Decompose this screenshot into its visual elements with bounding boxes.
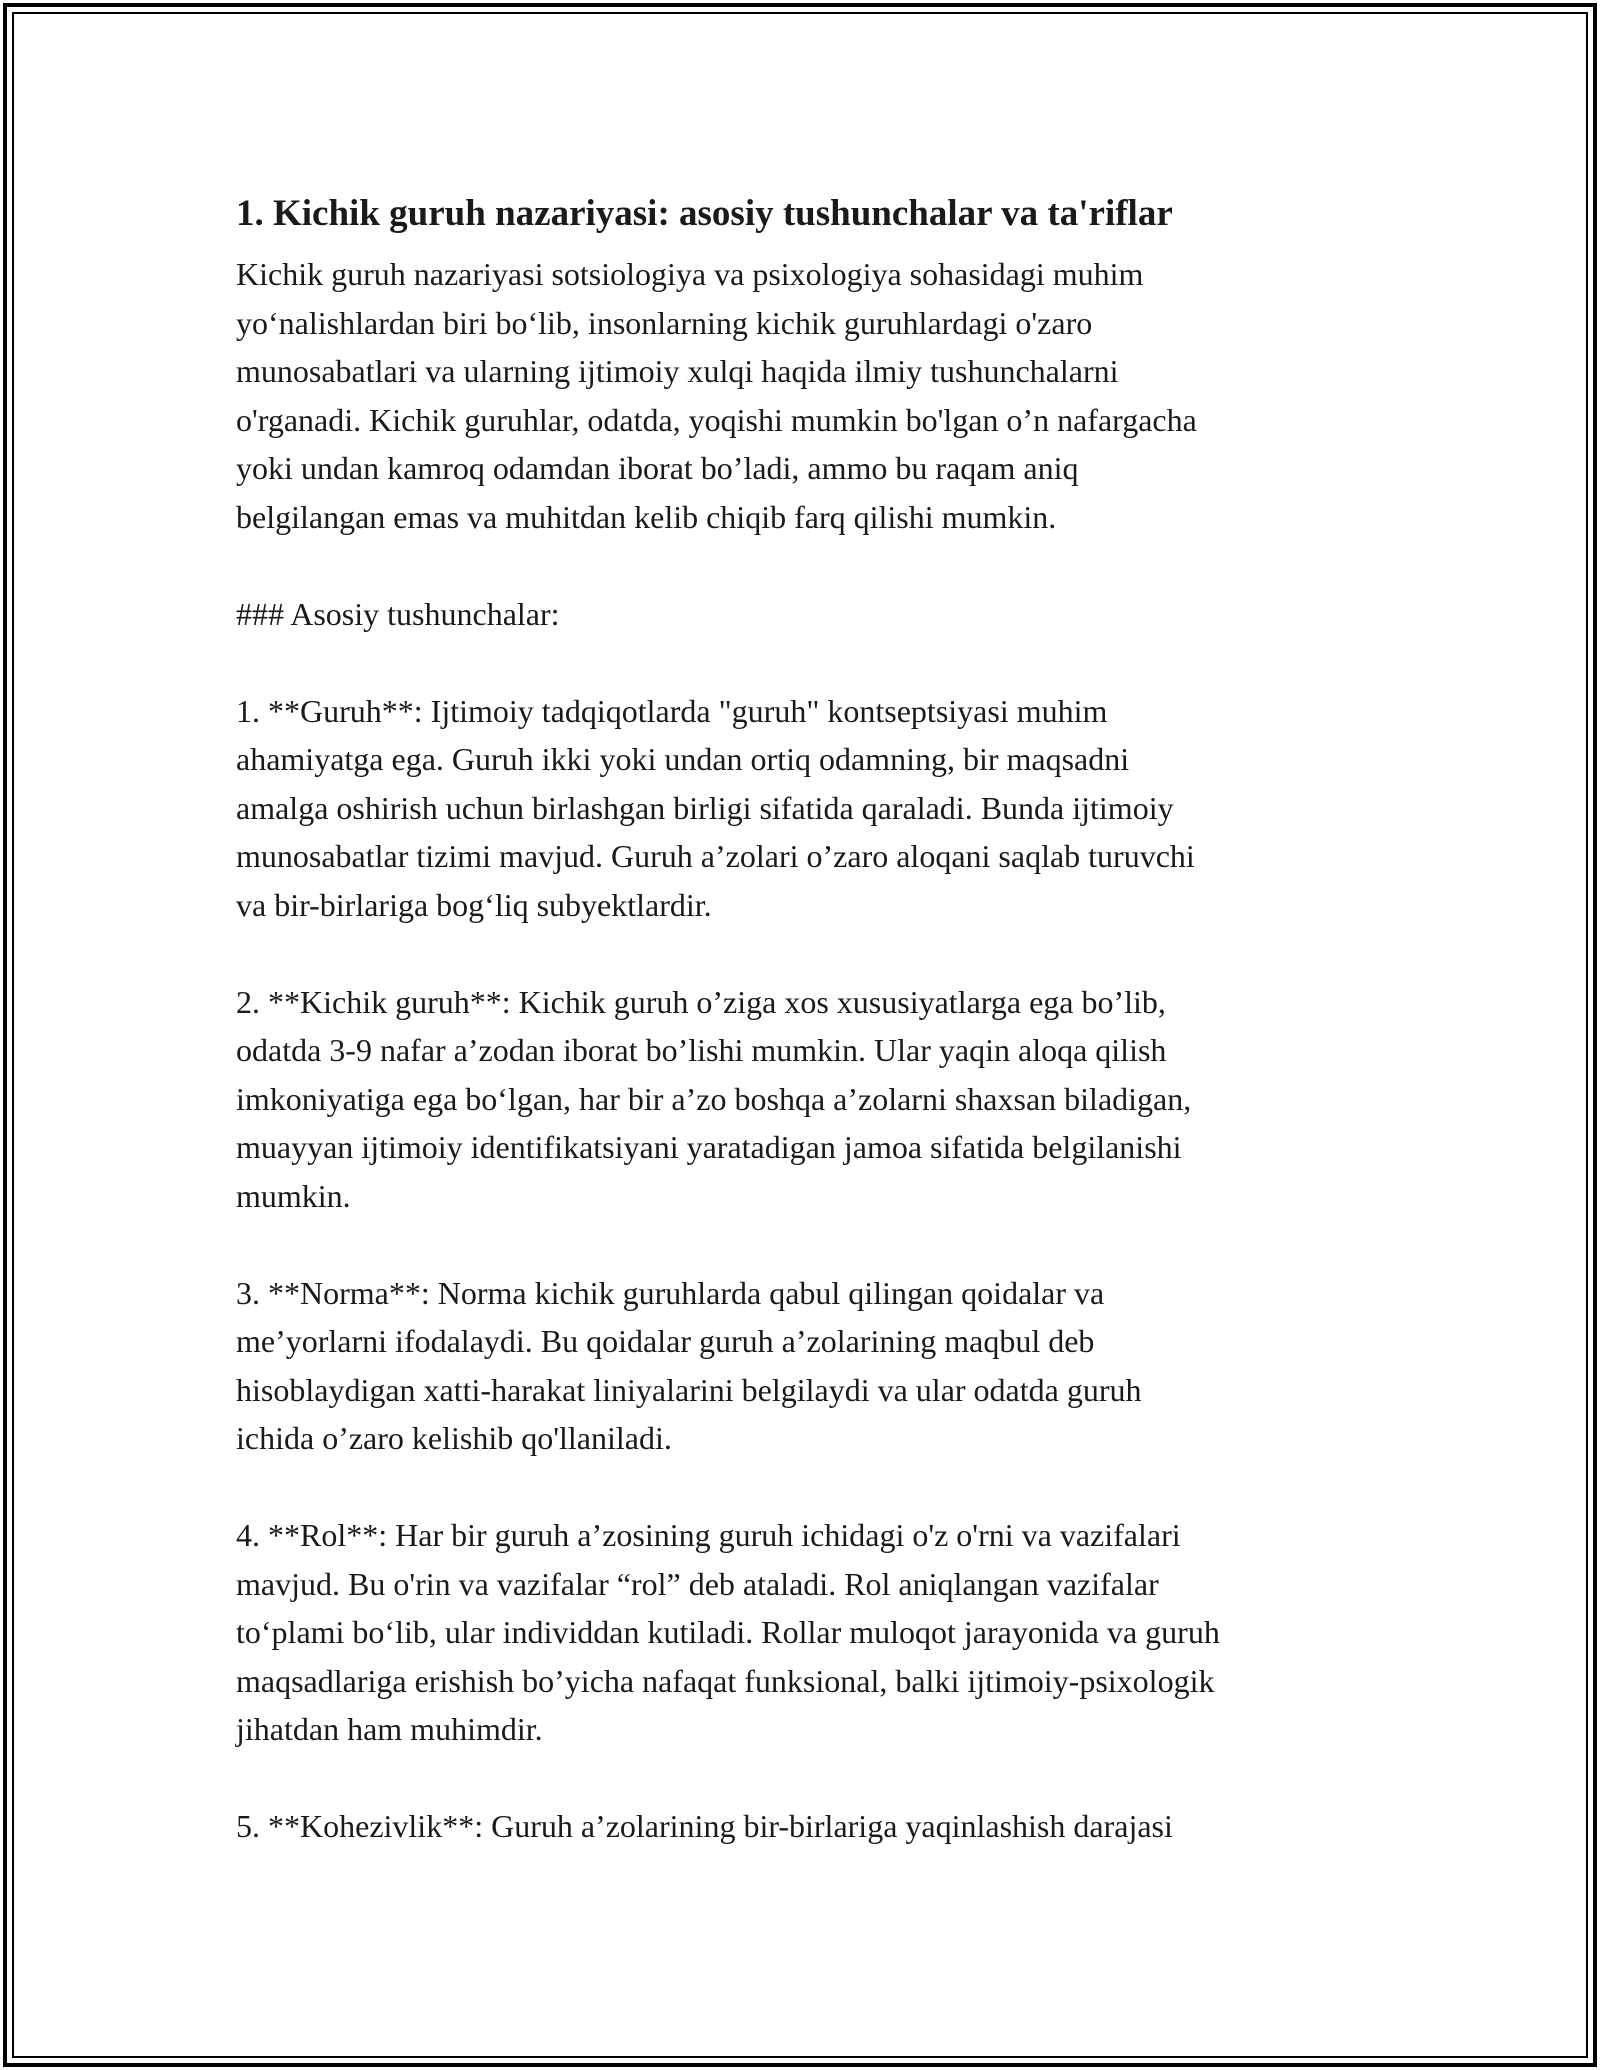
text-line: ### Asosiy tushunchalar:	[236, 595, 560, 632]
text-line: yoki undan kamroq odamdan iborat bo’ladi, ammo bu raqam aniq	[236, 450, 1079, 486]
text-line: mumkin.	[236, 1177, 351, 1214]
text-line: 5. **Kohezivlik**: Guruh a’zolarining bir-birlariga yaqinlashish darajasi	[236, 1808, 1173, 1844]
text-line: mavjud. Bu o'rin va vazifalar “rol” deb ataladi. Rol aniqlangan vazifalar	[236, 1565, 1159, 1602]
text-line: odatda 3-9 nafar a’zodan iborat bo’lishi mumkin. Ular yaqin aloqa qilish	[236, 1032, 1167, 1068]
text-line: imkoniyatiga ega bo‘lgan, har bir a’zo boshqa a’zolarni shaxsan biladigan,	[236, 1080, 1192, 1117]
list-item-kohezivlik	[236, 1802, 1376, 1851]
text-line: to‘plami bo‘lib, ular individdan kutiladi. Rollar muloqot jarayonida va guruh	[236, 1614, 1220, 1650]
text-line: belgilangan emas va muhitdan kelib chiqib farq qilishi mumkin.	[236, 498, 1057, 535]
text-line: 2. **Kichik guruh**: Kichik guruh o’ziga xos xususiyatlarga ega bo’lib,	[236, 983, 1166, 1020]
document-body	[236, 184, 1376, 1851]
text-line: muayyan ijtimoiy identifikatsiyani yaratadigan jamoa sifatida belgilanishi	[236, 1129, 1182, 1165]
text-line: jihatdan ham muhimdir.	[236, 1711, 543, 1747]
text-line: 3. **Norma**: Norma kichik guruhlarda qabul qilingan qoidalar va	[236, 1274, 1105, 1311]
list-item-rol	[236, 1511, 1376, 1754]
text-line: ahamiyatga ega. Guruh ikki yoki undan ortiq odamning, bir maqsadni	[236, 741, 1130, 777]
text-line: hisoblaydigan xatti-harakat liniyalarini belgilaydi va ular odatda guruh	[236, 1371, 1142, 1408]
text-line: munosabatlari va ularning ijtimoiy xulqi haqida ilmiy tushunchalarni	[236, 353, 1119, 389]
document-title: 1. Kichik guruh nazariyasi: asosiy tushunchalar va ta'riflar	[236, 193, 1173, 234]
intro-paragraph	[236, 250, 1376, 541]
section-heading	[236, 590, 1376, 639]
text-line: me’yorlarni ifodalaydi. Bu qoidalar guruh a’zolarining maqbul deb	[236, 1323, 1095, 1359]
text-line: yo‘nalishlardan biri bo‘lib, insonlarning kichik guruhlardagi o'zaro	[236, 304, 1093, 341]
text-line: va bir-birlariga bog‘liq subyektlardir.	[236, 886, 712, 923]
text-line: amalga oshirish uchun birlashgan birligi sifatida qaraladi. Bunda ijtimoiy	[236, 789, 1174, 826]
text-line: o'rganadi. Kichik guruhlar, odatda, yoqishi mumkin bo'lgan o’n nafargacha	[236, 401, 1197, 438]
text-line: ichida o’zaro kelishib qo'llaniladi.	[236, 1420, 672, 1456]
text-line: munosabatlar tizimi mavjud. Guruh a’zolari o’zaro aloqani saqlab turuvchi	[236, 838, 1195, 874]
list-item-guruh	[236, 687, 1376, 930]
text-line: 1. **Guruh**: Ijtimoiy tadqiqotlarda "guruh" kontseptsiyasi muhim	[236, 692, 1108, 729]
list-item-kichik-guruh	[236, 978, 1376, 1221]
text-line: maqsadlariga erishish bo’yicha nafaqat funksional, balki ijtimoiy-psixologik	[236, 1662, 1215, 1699]
list-item-norma	[236, 1269, 1376, 1463]
text-line: 4. **Rol**: Har bir guruh a’zosining guruh ichidagi o'z o'rni va vazifalari	[236, 1517, 1181, 1553]
text-line: Kichik guruh nazariyasi sotsiologiya va psixologiya sohasidagi muhim	[236, 256, 1144, 292]
